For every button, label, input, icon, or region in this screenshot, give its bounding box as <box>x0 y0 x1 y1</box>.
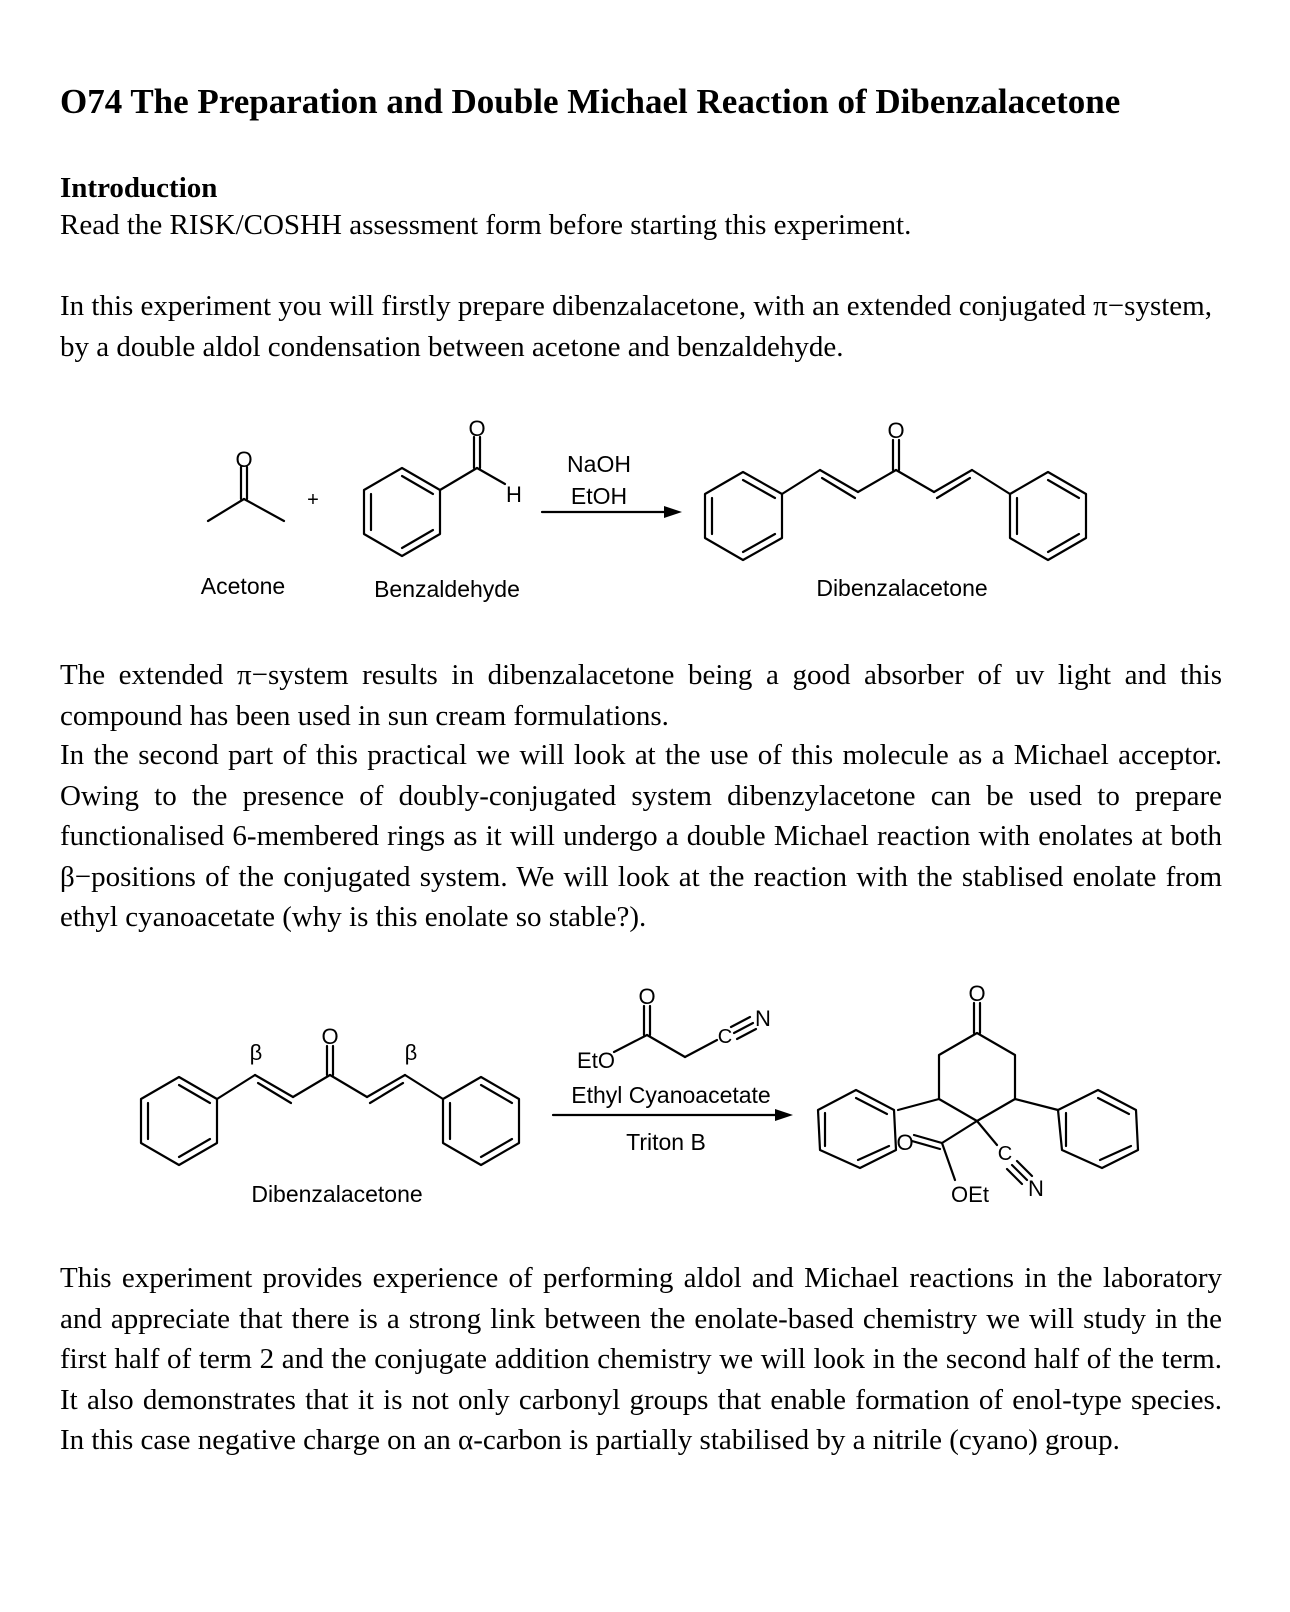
catalyst-triton-b: Triton B <box>626 1129 706 1155</box>
acetone-structure <box>208 447 284 521</box>
dibenzalacetone-product-structure <box>705 418 1086 560</box>
reactant-oxygen-atom: O <box>321 1024 339 1049</box>
acetone-oxygen-atom: O <box>235 447 253 472</box>
reaction-arrowhead-1 <box>664 506 682 518</box>
cyclohexanone-product-structure <box>818 981 1138 1207</box>
reagent-ethyl-cyanoacetate: Ethyl Cyanoacetate <box>571 1082 771 1108</box>
page-title: O74 The Preparation and Double Michael Reaction of Dibenzalacetone <box>60 82 1121 121</box>
ester-oxygen-atom: O <box>638 984 656 1009</box>
acetone-label: Acetone <box>200 573 286 599</box>
nitrile-carbon-atom: C <box>717 1026 733 1048</box>
reaction-arrowhead-2 <box>775 1109 793 1121</box>
beta-label-left: β <box>249 1040 263 1065</box>
dibenzalacetone-reactant-structure <box>141 1024 519 1165</box>
benzaldehyde-structure <box>364 416 522 556</box>
product-nitrile-nitrogen-atom: N <box>1028 1176 1044 1201</box>
reagent-naoh: NaOH <box>567 451 631 477</box>
intro-paragraph-aldol: In this experiment you will firstly prepare dibenzalacetone, with an extended conjugated π−system, by a double aldol condensation between acetone and benzaldehyde. <box>60 290 1212 363</box>
benzaldehyde-label: Benzaldehyde <box>374 576 520 602</box>
ethoxy-ester-label: OEt <box>951 1182 989 1207</box>
aldehyde-oxygen-atom: O <box>468 416 486 441</box>
risk-notice: Read the RISK/COSHH assessment form before starting this experiment. <box>60 209 912 241</box>
dibenzalacetone-reactant-label: Dibenzalacetone <box>251 1181 423 1207</box>
beta-label-right: β <box>404 1040 418 1065</box>
aldol-reaction-scheme <box>0 400 1290 620</box>
carbonyl-oxygen-atom: O <box>896 1130 914 1155</box>
summary-paragraph: This experiment provides experience of performing aldol and Michael reactions in the laboratory and appreciate that there is a strong link between the enolate-based chemistry we will study in the first half of term 2 and the conjugate addition chemistry we will look in the second half of the term. It also demonstrates that it is not only carbonyl groups that enable formation of enol-type species. In this case negative charge on an α-carbon is partially stabilised by a nitrile (cyano) group. <box>60 1262 1222 1456</box>
ketone-oxygen-atom: O <box>968 981 986 1006</box>
product-oxygen-atom: O <box>887 418 905 443</box>
michael-reaction-scheme <box>0 975 1290 1220</box>
michael-acceptor-paragraph: In the second part of this practical we will look at the use of this molecule as a Michael acceptor. Owing to the presence of doubly-conjugated system dibenzylacetone can be used to prepare functionalised 6-membered rings as it will undergo a double Michael reaction with enolates at both β−positions of the conjugated system. We will look at the reaction with the stablised enolate from ethyl cyanoacetate (why is this enolate so stable?). <box>60 739 1222 933</box>
ethoxy-label: EtO <box>577 1048 615 1073</box>
dibenzalacetone-product-label: Dibenzalacetone <box>816 575 988 601</box>
ethyl-cyanoacetate-structure <box>577 984 771 1073</box>
aldehyde-hydrogen-atom: H <box>506 482 522 507</box>
uv-absorber-paragraph: The extended π−system results in dibenzalacetone being a good absorber of uv light and this compound has been used in sun cream formulations. <box>60 659 1222 732</box>
nitrile-nitrogen-atom: N <box>755 1006 771 1031</box>
plus-sign: + <box>307 489 319 511</box>
section-heading-introduction: Introduction <box>60 172 218 204</box>
reagent-etoh: EtOH <box>570 483 628 509</box>
product-nitrile-carbon-atom: C <box>997 1143 1013 1165</box>
